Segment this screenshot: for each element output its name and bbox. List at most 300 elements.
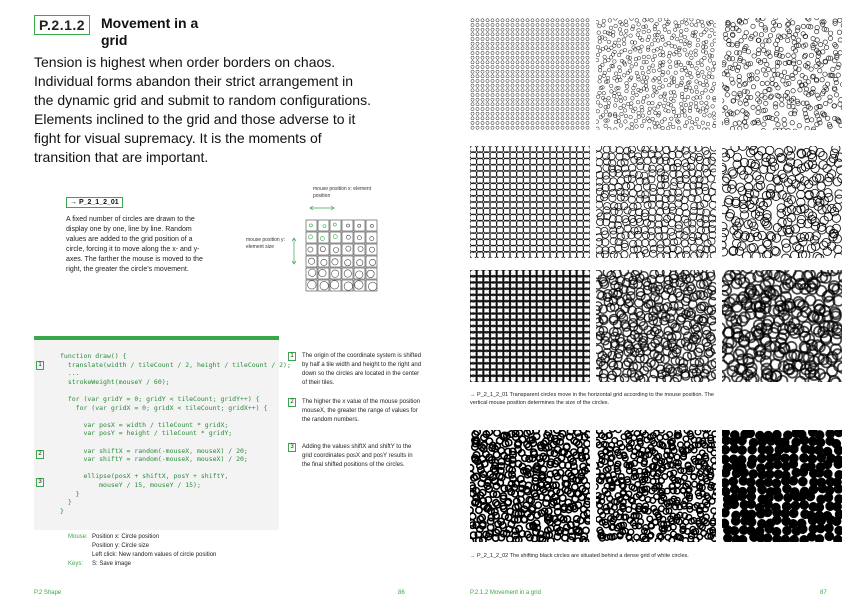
diagram-circle	[357, 236, 361, 240]
grid-circle	[775, 112, 779, 116]
grid-circle	[774, 118, 778, 122]
grid-circle	[486, 93, 489, 96]
grid-circle	[603, 37, 607, 41]
grid-circle	[516, 93, 519, 96]
grid-circle	[624, 120, 628, 124]
code-line: var posX = width / tileCount * gridX;	[60, 420, 229, 429]
grid-circle	[685, 22, 689, 26]
grid-circle	[611, 34, 615, 38]
grid-circle	[491, 33, 494, 36]
grid-circle	[561, 23, 564, 26]
grid-circle	[491, 107, 494, 110]
grid-circle	[546, 112, 549, 115]
grid-circle	[551, 28, 554, 31]
grid-circle	[701, 70, 705, 74]
grid-circle	[496, 103, 499, 106]
note-1: The origin of the coordinate system is shifted by half a tile width and height to the right and down so the circles are located in the center of their tiles.	[302, 353, 422, 386]
grid-circle	[645, 88, 649, 92]
grid-circle	[546, 89, 549, 92]
grid-circle	[748, 445, 757, 454]
grid-circle	[670, 36, 674, 40]
grid-circle	[701, 165, 708, 172]
grid-circle	[571, 84, 574, 87]
grid-circle	[556, 56, 559, 59]
grid-circle	[541, 28, 544, 31]
grid-circle	[635, 125, 639, 129]
diagram-circle	[308, 281, 317, 290]
grid-circle	[707, 75, 711, 79]
grid-circle	[647, 516, 653, 522]
grid-circle	[764, 478, 773, 487]
grid-circle	[686, 95, 690, 99]
grid-circle	[798, 525, 807, 534]
grid-circle	[684, 18, 688, 21]
diagram-figure	[284, 196, 394, 304]
grid-circle	[635, 93, 639, 97]
grid-circle	[656, 39, 660, 43]
grid-circle	[633, 83, 637, 87]
grid-circle	[491, 89, 494, 92]
grid-circle	[496, 117, 499, 120]
grid-circle	[481, 121, 484, 124]
grid-circle	[560, 495, 566, 501]
grid-circle	[516, 75, 519, 78]
grid-circle	[486, 98, 489, 101]
grid-circle	[531, 89, 534, 92]
grid-circle	[780, 103, 784, 107]
grid-circle	[486, 56, 489, 59]
grid-circle	[658, 18, 662, 21]
grid-circle	[696, 43, 700, 47]
grid-circle	[571, 33, 574, 36]
grid-circle	[501, 93, 504, 96]
grid-circle	[603, 55, 607, 59]
grid-circle	[596, 127, 599, 130]
grid-circle	[511, 79, 514, 82]
grid-circle	[471, 107, 474, 110]
grid-circle	[629, 34, 633, 38]
diagram-cell	[330, 232, 341, 243]
grid-circle	[486, 84, 489, 87]
grid-circle	[683, 48, 687, 52]
grid-circle	[810, 118, 814, 122]
grid-circle	[659, 430, 665, 433]
grid-circle	[571, 126, 574, 129]
grid-circle	[650, 43, 654, 47]
grid-circle	[561, 37, 564, 40]
grid-circle	[491, 112, 494, 115]
grid-circle	[607, 68, 611, 72]
grid-circle	[791, 21, 795, 25]
grid-circle	[749, 95, 753, 99]
diagram-circle	[308, 258, 314, 264]
diagram-circle	[356, 271, 363, 278]
grid-circle	[774, 492, 783, 501]
grid-circle	[723, 534, 732, 542]
grid-circle	[695, 80, 699, 84]
grid-circle	[576, 65, 579, 68]
grid-circle	[476, 93, 479, 96]
grid-circle	[666, 127, 670, 131]
grid-circle	[581, 56, 584, 59]
grid-circle	[536, 51, 539, 54]
grid-circle	[566, 33, 569, 36]
diagram-circle	[367, 270, 374, 277]
grid-circle	[820, 78, 824, 82]
grid-circle	[491, 42, 494, 45]
grid-circle	[679, 39, 683, 43]
grid-circle	[471, 28, 474, 31]
note-marker-2: 2	[288, 398, 296, 407]
code-marker-2: 2	[36, 450, 44, 459]
grid-circle	[546, 65, 549, 68]
grid-circle	[785, 75, 789, 79]
grid-circle	[496, 65, 499, 68]
grid-circle	[667, 83, 671, 87]
grid-circle	[481, 56, 484, 59]
grid-circle	[521, 28, 524, 31]
section-number: P.2.1.2	[34, 15, 90, 35]
grid-circle	[652, 69, 656, 73]
grid-circle	[486, 42, 489, 45]
grid-circle	[556, 79, 559, 82]
grid-circle	[623, 109, 627, 113]
grid-circle	[476, 70, 479, 73]
grid-circle	[611, 65, 615, 69]
grid-circle	[511, 37, 514, 40]
grid-circle	[566, 79, 569, 82]
grid-circle	[541, 89, 544, 92]
grid-circle	[641, 80, 645, 84]
page-number-right: 87	[820, 590, 827, 596]
grid-circle	[661, 355, 669, 363]
grid-circle	[491, 19, 494, 22]
grid-circle	[800, 436, 809, 445]
grid-circle	[511, 47, 514, 50]
grid-circle	[607, 58, 611, 62]
grid-circle	[556, 33, 559, 36]
grid-circle	[551, 98, 554, 101]
grid-circle	[756, 181, 764, 189]
grid-circle	[603, 146, 610, 153]
grid-circle	[491, 84, 494, 87]
grid-circle	[694, 23, 698, 27]
grid-circle	[758, 245, 766, 253]
grid-circle	[777, 23, 781, 27]
grid-circle	[516, 107, 519, 110]
grid-circle	[695, 430, 701, 435]
grid-circle	[526, 70, 529, 73]
grid-circle	[634, 107, 638, 111]
grid-circle	[571, 121, 574, 124]
grid-circle	[649, 375, 657, 382]
grid-circle	[476, 28, 479, 31]
grid-circle	[765, 81, 769, 85]
grid-circle	[737, 492, 746, 501]
grid-circle	[586, 70, 589, 73]
grid-circle	[678, 53, 682, 57]
grid-circle	[835, 526, 842, 535]
grid-circle	[651, 58, 655, 62]
grid-circle	[476, 107, 479, 110]
grid-circle	[708, 114, 712, 118]
grid-circle	[817, 51, 821, 55]
grid-circle	[536, 70, 539, 73]
grid-circle	[536, 98, 539, 101]
grid-circle	[521, 70, 524, 73]
grid-circle	[531, 33, 534, 36]
grid-circle	[722, 205, 728, 213]
grid-circle	[511, 84, 514, 87]
grid-circle	[536, 23, 539, 26]
grid-circle	[683, 35, 687, 39]
grid-circle	[506, 70, 509, 73]
grid-circle	[781, 454, 790, 463]
grid-circle	[561, 28, 564, 31]
note-2: The higher the x value of the mouse position mouseX, the greater the range of values for the random numbers.	[302, 399, 421, 423]
grid-circle	[738, 446, 747, 455]
code-line: strokeWeight(mouseY / 60);	[60, 377, 170, 386]
grid-circle	[541, 19, 544, 22]
grid-circle	[556, 23, 559, 26]
grid-circle	[496, 126, 499, 129]
grid-circle	[800, 73, 804, 77]
grid-circle	[707, 175, 714, 182]
grid-circle	[735, 51, 739, 55]
grid-circle	[661, 126, 665, 130]
grid-circle	[501, 28, 504, 31]
grid-circle	[561, 47, 564, 50]
grid-circle	[815, 468, 824, 477]
grid-circle	[688, 109, 692, 113]
grid-circle	[586, 65, 589, 68]
grid-circle	[581, 23, 584, 26]
grid-circle	[506, 61, 509, 64]
grid-circle	[571, 98, 574, 101]
grid-circle	[481, 23, 484, 26]
grid-circle	[834, 484, 842, 493]
grid-circle	[496, 84, 499, 87]
grid-circle	[741, 109, 745, 113]
grid-circle	[481, 117, 484, 120]
grid-circle	[684, 103, 688, 107]
grid-circle	[471, 56, 474, 59]
grid-circle	[470, 538, 474, 542]
grid-circle	[546, 79, 549, 82]
grid-circle	[471, 112, 474, 115]
grid-circle	[670, 76, 674, 80]
grid-circle	[526, 56, 529, 59]
grid-circle	[526, 19, 529, 22]
grid-circle	[491, 56, 494, 59]
key-label-keys: Keys:	[68, 561, 84, 567]
grid-circle	[531, 121, 534, 124]
grid-circle	[576, 84, 579, 87]
grid-circle	[491, 103, 494, 106]
grid-circle	[566, 121, 569, 124]
grid-circle	[541, 103, 544, 106]
grid-circle	[740, 468, 749, 477]
grid-circle	[536, 117, 539, 120]
grid-circle	[576, 79, 579, 82]
grid-image-dense-2	[596, 270, 716, 382]
grid-circle	[816, 524, 825, 533]
caption-1: → P_2_1_2_01 Transparent circles move in the horizontal grid according to the mouse position. The vertical mouse position determines the size of the circles.	[470, 392, 714, 406]
diagram-circle	[369, 247, 374, 252]
grid-circle	[506, 56, 509, 59]
grid-circle	[551, 79, 554, 82]
grid-image-sparse-3	[722, 18, 842, 130]
grid-circle	[566, 84, 569, 87]
grid-circle	[667, 30, 671, 34]
grid-circle	[803, 53, 807, 57]
grid-circle	[506, 51, 509, 54]
grid-circle	[650, 19, 654, 23]
grid-circle	[644, 84, 648, 88]
grid-circle	[703, 158, 710, 165]
grid-circle	[620, 50, 624, 54]
grid-circle	[516, 51, 519, 54]
grid-circle	[576, 70, 579, 73]
grid-circle	[837, 62, 841, 66]
grid-circle	[657, 77, 661, 81]
grid-circle	[476, 23, 479, 26]
grid-circle	[476, 117, 479, 120]
grid-circle	[607, 40, 611, 44]
grid-circle	[708, 34, 712, 38]
code-line: function draw() {	[60, 352, 127, 360]
grid-circle	[641, 114, 645, 118]
grid-circle	[551, 47, 554, 50]
grid-circle	[602, 91, 606, 95]
grid-circle	[521, 117, 524, 120]
grid-circle	[566, 28, 569, 31]
grid-circle	[733, 122, 737, 126]
grid-circle	[586, 47, 589, 50]
grid-circle	[546, 117, 549, 120]
grid-circle	[615, 170, 622, 177]
note-marker-1: 1	[288, 352, 296, 361]
grid-circle	[751, 85, 755, 89]
grid-circle	[725, 93, 729, 97]
grid-circle	[647, 66, 651, 70]
grid-circle	[470, 513, 476, 519]
grid-image-sparse-2	[596, 18, 716, 130]
footer-left: P.2 Shape	[34, 590, 62, 596]
grid-circle	[834, 460, 842, 469]
grid-circle	[496, 121, 499, 124]
grid-circle	[526, 112, 529, 115]
grid-circle	[746, 50, 750, 54]
grid-circle	[790, 121, 794, 125]
grid-circle	[471, 121, 474, 124]
grid-circle	[803, 108, 807, 112]
grid-circle	[476, 33, 479, 36]
grid-circle	[702, 83, 706, 87]
grid-circle	[761, 68, 765, 72]
grid-circle	[768, 54, 772, 58]
grid-circle	[541, 93, 544, 96]
grid-circle	[566, 51, 569, 54]
grid-circle	[496, 19, 499, 22]
grid-circle	[710, 89, 714, 93]
grid-circle	[815, 503, 824, 512]
grid-circle	[790, 73, 794, 77]
program-description: A fixed number of circles are drawn to the display one by one, line by line. Random values are added to the grid position of a circle, forcing it to move along the x- and y-axes. The farther the mouse is moved to the right, the greater the circle's movement.	[66, 216, 203, 273]
grid-circle	[737, 436, 746, 445]
grid-circle	[572, 484, 578, 490]
grid-circle	[624, 114, 628, 118]
grid-circle	[471, 75, 474, 78]
grid-circle	[521, 23, 524, 26]
grid-circle	[836, 73, 840, 77]
grid-circle	[561, 75, 564, 78]
grid-circle	[644, 25, 648, 29]
grid-circle	[526, 98, 529, 101]
grid-circle	[685, 121, 689, 125]
grid-circle	[506, 84, 509, 87]
diagram-circle	[358, 246, 363, 251]
grid-circle	[834, 93, 838, 97]
grid-circle	[566, 103, 569, 106]
grid-circle	[679, 30, 683, 34]
grid-circle	[609, 84, 613, 88]
grid-circle	[622, 104, 626, 108]
grid-circle	[823, 40, 827, 44]
grid-circle	[501, 98, 504, 101]
grid-circle	[531, 107, 534, 110]
grid-circle	[556, 84, 559, 87]
grid-circle	[501, 51, 504, 54]
grid-circle	[635, 71, 639, 75]
grid-circle	[476, 19, 479, 22]
grid-circle	[731, 516, 740, 525]
grid-circle	[797, 190, 805, 198]
diagram-cell	[318, 244, 329, 255]
grid-circle	[618, 69, 622, 73]
grid-circle	[758, 485, 767, 494]
grid-circle	[486, 117, 489, 120]
grid-circle	[546, 37, 549, 40]
grid-circle	[614, 72, 618, 76]
grid-circle	[792, 167, 800, 175]
grid-circle	[668, 51, 672, 55]
grid-circle	[531, 23, 534, 26]
grid-circle	[501, 47, 504, 50]
diagram-circle	[345, 260, 351, 266]
grid-circle	[526, 65, 529, 68]
grid-circle	[576, 112, 579, 115]
grid-circle	[561, 117, 564, 120]
grid-circle	[612, 30, 616, 34]
grid-circle	[704, 89, 708, 93]
grid-circle	[531, 37, 534, 40]
grid-circle	[642, 96, 646, 100]
grid-circle	[501, 61, 504, 64]
diagram-cell	[342, 244, 353, 255]
grid-circle	[617, 116, 621, 120]
grid-circle	[710, 146, 716, 151]
grid-circle	[566, 37, 569, 40]
grid-circle	[685, 53, 689, 57]
grid-circle	[690, 244, 697, 251]
grid-circle	[501, 117, 504, 120]
grid-circle	[679, 63, 683, 67]
grid-circle	[696, 19, 700, 23]
grid-circle	[640, 38, 644, 42]
grid-circle	[526, 28, 529, 31]
grid-circle	[711, 450, 716, 456]
